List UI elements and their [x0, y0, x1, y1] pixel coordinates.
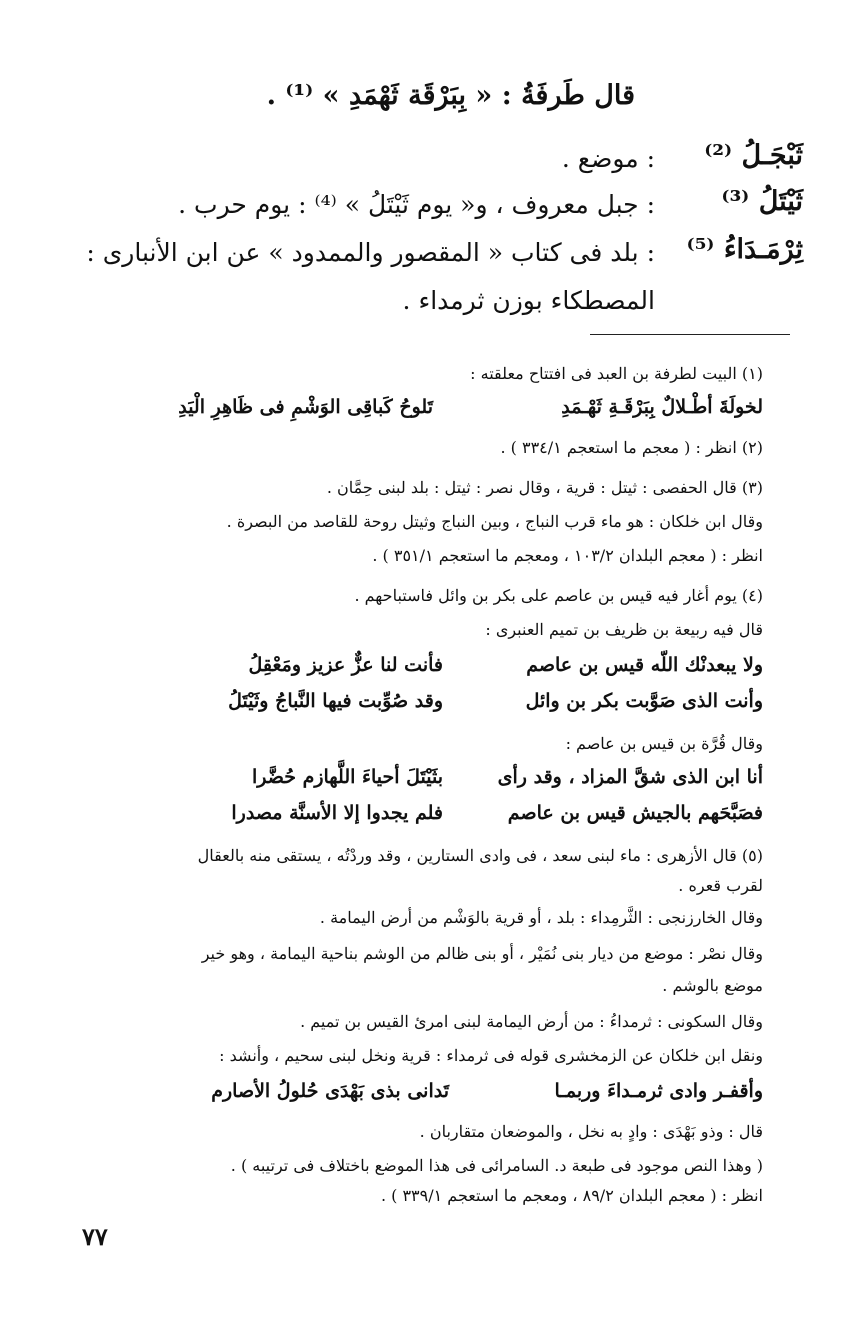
verse-hemistich: فأنت لنا عزٌّ عزيز ومَعْقِلُ: [248, 654, 443, 676]
footnote-4: (٤) يوم أغار فيه قيس بن عاصم على بكر بن وائل فاستباحهم .: [354, 586, 763, 605]
footnote-text: قال فيه ربيعة بن ظريف بن تميم العنبرى :: [485, 620, 763, 639]
entry-definition: : جبل معروف ، و« يوم ثَيْتَلُ » ⁽⁴⁾ : يوم حرب .: [178, 190, 655, 219]
footnote-text: ( وهذا النص موجود فى طبعة د. السامرائى فى هذا الموضع باختلاف فى ترتيبه ) .: [230, 1156, 763, 1175]
verse-hemistich: فصَبَّحَهم بالجيش قيس بن عاصم: [507, 802, 763, 824]
footnote-5: (٥) قال الأزهرى : ماء لبنى سعد ، فى وادى الستارين ، وقد وردْتُه ، يستقى منه بالعقال: [197, 846, 763, 865]
footnote-text: وقال قُرَّة بن قيس بن عاصم :: [565, 734, 763, 753]
footnote-text: وقال السكونى : ثرمداءُ : من أرض اليمامة لبنى امرئ القيس بن تميم .: [300, 1012, 763, 1031]
footnote-3: (٣) قال الحفصى : ثيتل : قرية ، وقال نصر : ثيتل : بلد لبنى حِمَّان .: [326, 478, 763, 497]
verse-hemistich: فلم يجدوا إلا الأسنَّة مصدرا: [231, 802, 443, 824]
footnote-text: ونقل ابن خلكان عن الزمخشرى قوله فى ثرمداء : قرية ونخل لبنى سحيم ، وأنشد :: [219, 1046, 763, 1065]
heading-verse-citation: قال طَرفَةُ : « بِبَرْقَة ثَهْمَدِ » ⁽¹⁾ .: [266, 80, 635, 111]
footnote-text: وقال الخارزنجى : الثَّرمِداء : بلد ، أو قرية بالوَشْم من أرض اليمامة .: [319, 908, 763, 927]
verse-hemistich: ولا يبعدنْك اللّه قيس بن عاصم: [526, 654, 763, 676]
verse-hemistich: بثَيْتَلَ أحياءَ اللَّهازم حُضَّرا: [251, 766, 443, 788]
verse-hemistich: وأقفـر وادى ثرمـداءَ وربمـا: [554, 1080, 763, 1102]
footnote-2: (٢) انظر : ( معجم ما استعجم ٣٣٤/١ ) .: [500, 438, 763, 457]
verse-hemistich: أنا ابن الذى شقَّ المزاد ، وقد رأى: [497, 766, 763, 788]
footnote-text: وقال نصْر : موضع من ديار بنى نُمَيْر ، أو بنى ظالم من الوشم بناحية اليمامة ، وهو خير: [201, 944, 763, 963]
entry-term: ثَيْتَلُ ⁽³⁾: [721, 186, 803, 217]
footnote-text: انظر : ( معجم البلدان ٨٩/٢ ، ومعجم ما استعجم ٣٣٩/١ ) .: [380, 1186, 763, 1205]
footnote-text: وقال ابن خلكان : هو ماء قرب النباج ، وبين النباج وثيتل روحة للقاصد من البصرة .: [226, 512, 763, 531]
verse-hemistich: تَلوحُ كَباقِى الوَشْمِ فى ظَاهِرِ الْيَدِ: [178, 396, 433, 418]
verse-hemistich: وأنت الذى صَوَّبت بكر بن وائل: [525, 690, 763, 712]
footnote-text: انظر : ( معجم البلدان ١٠٣/٢ ، ومعجم ما استعجم ٣٥١/١ ) .: [372, 546, 763, 565]
footnote-text: قال : وذو بَهْدَى : وادٍ به نخل ، والموضعان متقاربان .: [419, 1122, 763, 1141]
entry-definition: : موضع .: [561, 144, 655, 173]
entry-term: ثَبْجَـلُ ⁽²⁾: [704, 140, 803, 171]
verse-hemistich: وقد صُوِّبت فيها النَّباجُ وثَيْتَلُ: [228, 690, 443, 712]
footnote-text: موضع بالوشم .: [662, 976, 763, 995]
verse-hemistich: تَدانى بذى بَهْدَى حُلولُ الأصارم: [211, 1080, 449, 1102]
footnote-1: (١) البيت لطرفة بن العبد فى افتتاح معلقته :: [470, 364, 763, 383]
verse-hemistich: لخولَةَ أطْـلالٌ بِبَرْقَـةِ ثَهْـمَدِ: [561, 396, 763, 418]
entry-term: ثِرْمَـدَاءُ ⁽⁵⁾: [686, 234, 803, 265]
entry-definition: : بلد فى كتاب « المقصور والممدود » عن ابن الأنبارى :: [86, 238, 655, 267]
footnote-separator: [590, 334, 790, 335]
footnote-text: لقرب قعره .: [678, 876, 763, 895]
page-number: ٧٧: [82, 1222, 108, 1251]
entry-continuation: المصطكاء بوزن ثرمداء .: [402, 286, 655, 315]
